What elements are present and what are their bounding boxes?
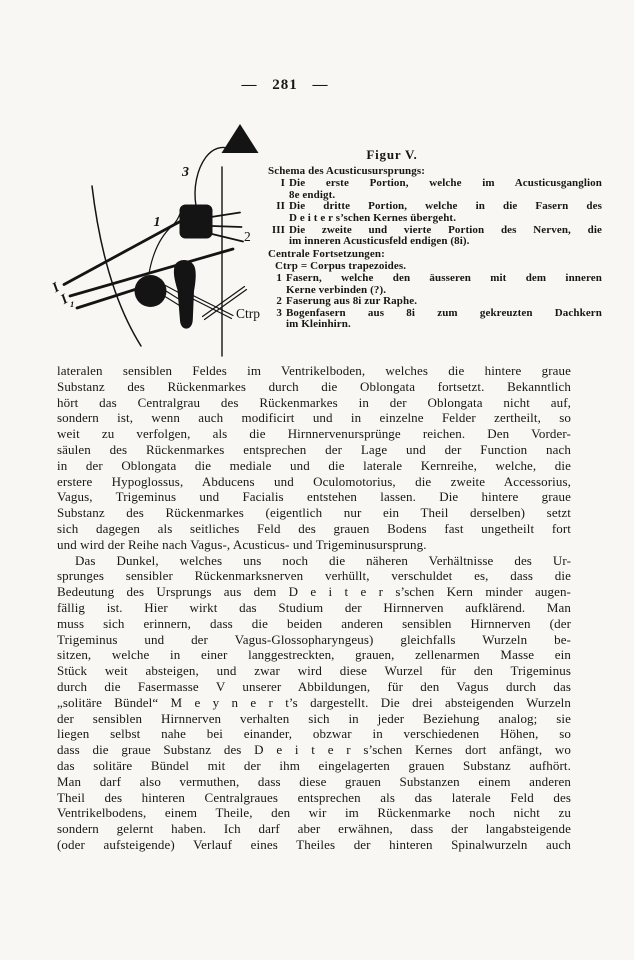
fibre-2c	[212, 234, 243, 242]
fibre-2a	[211, 213, 240, 218]
label-root-I2: I	[58, 291, 71, 308]
caption-item-text	[286, 273, 602, 296]
caption-item-text	[289, 201, 602, 224]
figure-diagram	[50, 110, 305, 360]
text-line: (oder aufsteigende) Verlauf eines Theiles der hinteren Spinalwurzeln auch	[57, 836, 571, 852]
caption-ctrp-line: Ctrp = Corpus trapezoides.	[275, 260, 407, 273]
text-line: Man darf also vermuthen, dass diese grauen Substanzen einem anderen	[57, 773, 571, 789]
text-line: im inneren Acusticusfeld endigen (8i).	[289, 235, 470, 248]
fibre-3-curve	[195, 147, 230, 206]
text-line: säulen des Rückenmarkes entsprechen der Lage und der Function nach	[57, 441, 571, 457]
club-inner-acoustic-field	[174, 260, 196, 329]
label-root-I: I	[50, 280, 63, 296]
caption-numeral: 3	[276, 306, 282, 319]
text-line: durch die Fasermasse V unserer Abbildungen, für den Vagus durch das	[57, 678, 571, 694]
caption-item-III	[268, 225, 602, 248]
text-line: liegen selbst nahe bei einander, obzwar in verschiedenen Höhen, so	[57, 726, 571, 742]
text-line: Substanz des Rückenmarkes durch die Oblongata fortsetzt. Bekanntlich	[57, 378, 571, 394]
label-root-I2-sub: 1	[70, 299, 75, 309]
text-line: das solitäre Bündel mit der ihm eingelagerten grauen Substanz aufhört.	[57, 757, 571, 773]
text-line: Trigeminus und der Vagus-Glossopharyngeus) gleichfalls Wurzeln be-	[57, 631, 571, 647]
text-line: und wird der Reihe nach Vagus-, Acusticus- und Trigeminusursprung.	[57, 536, 427, 552]
square-deiters-nucleus	[180, 205, 213, 239]
text-line: Die dritte Portion, welche in die Fasern des	[289, 200, 602, 213]
caption-numeral: II	[276, 200, 285, 213]
text-line: hört das Centralgrau des Rückenmarkes in der Oblongata nicht auf,	[57, 394, 571, 410]
text-line: D e i t e r s’schen Kernes übergeht.	[289, 211, 457, 224]
caption-item-text	[289, 178, 602, 201]
text-line: fällig ist. Hier wirkt das Studium der Hirnnerven aufklärend. Man	[57, 599, 571, 615]
caption-numeral: 2	[276, 295, 282, 308]
root-fibre-a	[64, 221, 181, 285]
text-line: lateralen sensiblen Feldes im Ventrikelboden, welches die hintere graue	[57, 363, 571, 378]
caption-item-text	[286, 296, 602, 308]
text-line: muss sich erinnern, dass die beiden anderen sensiblen Hirnnerven (der	[57, 615, 571, 631]
fibre-2b	[212, 226, 242, 227]
text-line: Das Dunkel, welches uns noch die näheren Verhältnisse des Ur-	[75, 552, 571, 568]
caption-item-I	[268, 178, 602, 201]
text-line: „solitäre Bündel“ M e y n e r t’s dargestellt. Die drei absteigenden Wurzeln	[57, 694, 571, 710]
text-line: Fasern, welche den äusseren mit dem inneren	[286, 271, 602, 284]
label-1: 1	[153, 215, 161, 230]
circle-ganglion	[135, 275, 167, 307]
text-line: Substanz des Rückenmarkes (eigentlich nur ein Theil derselben) setzt	[57, 505, 571, 521]
figure-caption	[268, 149, 602, 331]
paragraph-2	[57, 553, 571, 853]
page-number: — 281 —	[241, 77, 329, 93]
text-line: Bedeutung des Ursprungs aus dem D e i t e r s’schen Kern minder augen-	[57, 584, 571, 600]
figure-title: Figur V.	[366, 147, 418, 162]
caption-central-item-1	[268, 273, 602, 296]
body-text	[57, 363, 571, 853]
text-line: dass die graue Substanz des D e i t e r s’schen Kernes dort anfängt, wo	[57, 742, 571, 758]
caption-central-item-3	[268, 308, 602, 331]
caption-intro: Schema des Acusticusursprungs:	[268, 164, 426, 177]
text-line: der sensiblen Hirnnerven verhalten sich in jeder Beziehung analog; sie	[57, 710, 571, 726]
paragraph-1	[57, 363, 571, 553]
caption-numeral: I	[280, 177, 285, 190]
label-ctrp: Ctrp	[236, 306, 261, 321]
text-line: Stück weit absteigen, und zwar wird diese Wurzel für den Trigeminus	[57, 663, 571, 679]
text-line: sich dagegen als seitliches Feld des grauen Bodens fast ungetheilt fort	[57, 520, 571, 536]
text-line: Bogenfasern aus 8i zum gekreuzten Dachkern	[286, 306, 602, 319]
text-line: in der Oblongata die mediale und die laterale Kernreihe, welche, die	[57, 457, 571, 473]
text-line: Faserung aus 8i zur Raphe.	[286, 295, 418, 308]
caption-central-heading: Centrale Fortsetzungen:	[268, 247, 385, 260]
text-line: sondern gelernt haben. Ich darf aber erwähnen, dass der langabsteigende	[57, 821, 571, 837]
text-line: im Kleinhirn.	[286, 318, 351, 331]
caption-numeral: III	[271, 223, 285, 236]
caption-item-text	[289, 225, 602, 248]
text-line: sondern ist, wenn auch modificirt und in einzelne Felder zertheilt, so	[57, 410, 571, 426]
text-line: 8e endigt.	[289, 188, 336, 201]
text-line: weit zu verfolgen, als die Hirnnervenursprünge reichen. Den Vorder-	[57, 426, 571, 442]
label-3: 3	[182, 165, 189, 180]
caption-numeral: 1	[276, 271, 282, 284]
text-line: Vagus, Trigeminus und Facialis entstehen lassen. Die hintere graue	[57, 489, 571, 505]
text-line: Kerne verbinden (?).	[286, 283, 387, 296]
label-2: 2	[244, 229, 251, 244]
text-line: Die zweite und vierte Portion des Nerven, die	[289, 223, 602, 236]
text-line: Ventrikelbodens, einem Theile, den wir im Rückenmarke noch nicht zu	[57, 805, 571, 821]
caption-central-item-2	[268, 296, 602, 308]
text-line: Die erste Portion, welche im Acusticusganglion	[289, 177, 602, 190]
caption-item-II	[268, 201, 602, 224]
text-line: erstere Hypoglossus, Abducens und Oculomotorius, die zweite Accessorius,	[57, 473, 571, 489]
text-line: sitzen, welche in einer langgestreckten, grauen, zellenarmen Masse ein	[57, 647, 571, 663]
caption-item-text	[286, 308, 602, 331]
text-line: sprunges sensibler Rückenmarksnerven verhüllt, verschuldet es, dass die	[57, 568, 571, 584]
text-line: Theil des hinteren Centralgraues entsprechen als das laterale Feld des	[57, 789, 571, 805]
